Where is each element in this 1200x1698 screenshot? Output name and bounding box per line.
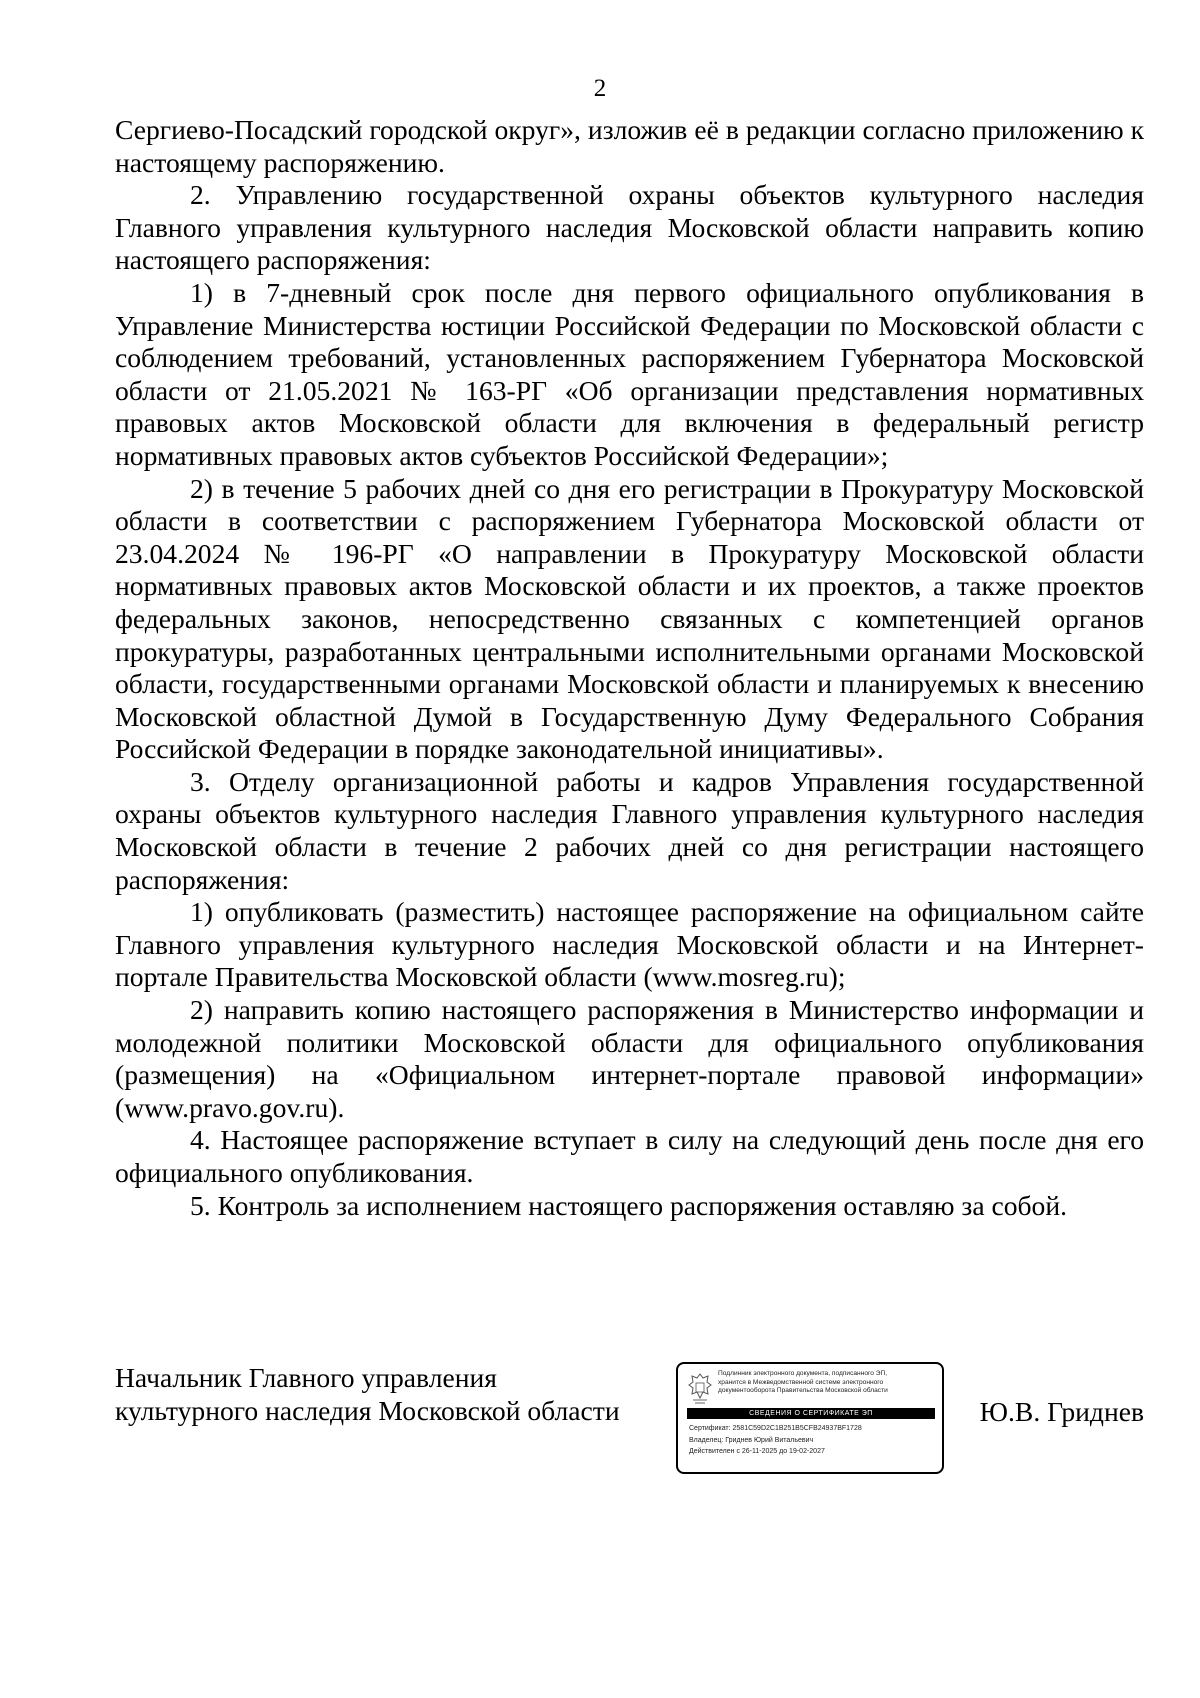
stamp-header-line-2: хранится в Межведомственной системе электронного [718,1378,884,1386]
stamp-header-line-1: Подлинник электронного документа, подписанного ЭП, [718,1370,888,1377]
paragraph-item-2-1: 1) в 7-дневный срок после дня первого официального опубликования в Управление Министерства юстиции Российской Федерации по Московской области с соблюдением требований, установленных распоряжением Губернатора Московской области от 21.05.2021 № 163-РГ «Об организации представления нормативных правовых актов Московской области для включения в федеральный регистр нормативных правовых актов субъектов Российской Федерации»; [115,276,1144,471]
stamp-certificate: Сертификат: 2581C59D2C1B251B5CFB24937BF1728 [689,1425,862,1432]
page-number: 2 [593,75,607,102]
signer-title-line-1: Начальник Главного управления [115,1362,497,1393]
stamp-band: СВЕДЕНИЯ О СЕРТИФИКАТЕ ЭП [687,1408,935,1419]
paragraph-item-3-2: 2) направить копию настоящего распоряжения в Министерство информации и молодежной политики Московской области для официального опубликования (размещения) на «Официальном интернет-портале правовой информации» (www.pravo.gov.ru). [115,994,1144,1123]
paragraph-item-5: 5. Контроль за исполнением настоящего распоряжения оставляю за собой. [190,1189,1068,1221]
stamp-owner: Владелец: Гриднев Юрий Витальевич [689,1436,814,1444]
signer-title-line-2: культурного наследия Московской области [115,1394,620,1426]
signature-block [115,1362,1144,1482]
signer-name: Ю.В. Гриднев [979,1396,1144,1427]
paragraph-item-3: 3. Отделу организационной работы и кадров Управления государственной охраны объектов культурного наследия Главного управления культурного наследия Московской области в течение 2 рабочих дней со дня регистрации настоящего распоряжения: [115,765,1144,895]
paragraph-item-3-1: 1) опубликовать (разместить) настоящее распоряжение на официальном сайте Главного управления культурного наследия Московской области и на Интернет-портале Правительства Московской области (www.mosreg.ru); [115,896,1144,993]
signer-title [115,1362,620,1427]
stamp-header [718,1370,940,1396]
paragraph-item-4: 4. Настоящее распоряжение вступает в силу на следующий день после дня его официального опубликования. [115,1124,1144,1188]
stamp-validity: Действителен с 26-11-2025 до 19-02-2027 [689,1448,825,1455]
paragraph-item-2: 2. Управлению государственной охраны объектов культурного наследия Главного управления культурного наследия Московской области направить копию настоящего распоряжения: [115,179,1144,276]
stamp-details [689,1423,937,1458]
paragraph-item-2-2: 2) в течение 5 рабочих дней со дня его регистрации в Прокуратуру Московской области в соответствии с распоряжением Губернатора Московской области от 23.04.2024 № 196-РГ «О направлении в Прокуратуру Московской области нормативных правовых актов Московской области и их проектов, а также проектов федеральных законов, непосредственно связанных с компетенцией органов прокуратуры, разработанных центральными исполнительными органами Московской области, государственными органами Московской области и планируемых к внесению Московской областной Думой в Государственную Думу Федерального Собрания Российской Федерации в порядке законодательной инициативы». [115,472,1144,765]
coat-of-arms-icon [687,1372,713,1406]
stamp-header-line-3: документооборота Правительства Московской области [718,1387,888,1395]
paragraph-continuation: Сергиево-Посадский городской округ», изложив её в редакции согласно приложению к настоящему распоряжению. [115,114,1144,178]
document-body [115,114,1144,1222]
electronic-signature-stamp [676,1362,944,1474]
